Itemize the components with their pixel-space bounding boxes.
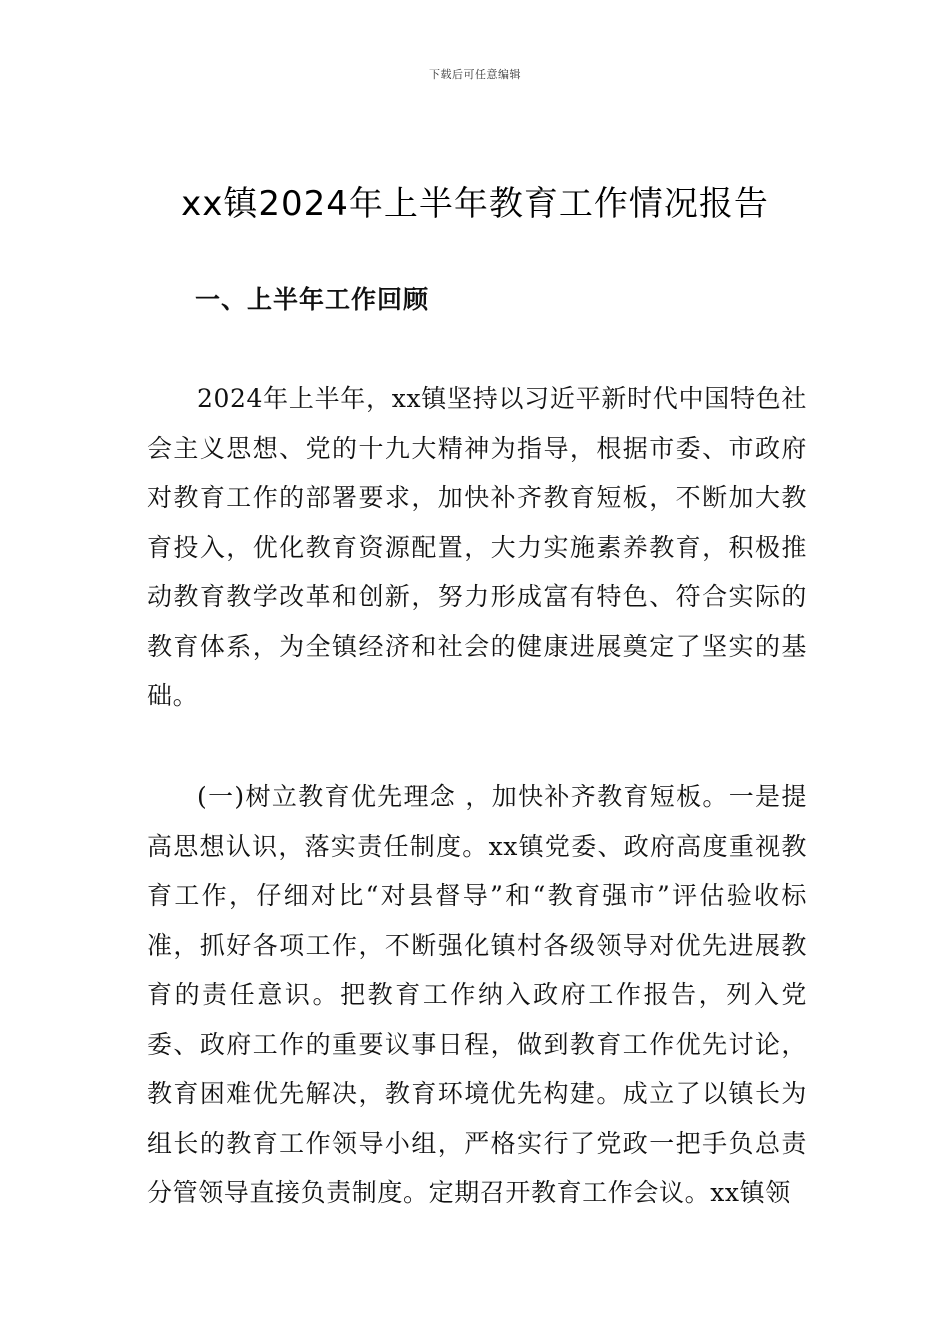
- section-heading: 一、上半年工作回顾: [195, 285, 430, 314]
- body-paragraph: (一)树立教育优先理念 ，加快补齐教育短板。一是提高思想认识，落实责任制度。xx镇党委、政府高度重视教育工作，仔细对比“对县督导”和“教育强市”评估验收标准，抓好各项工作，不断强化镇村各级领导对优先进展教育的责任意识。把教育工作纳入政府工作报告，列入党委、政府工作的重要议事日程，做到教育工作优先讨论，教育困难优先解决，教育环境优先构建。成立了以镇长为组长的教育工作领导小组，严格实行了党政一把手负总责分管领导直接负责制度。定期召开教育工作会议。xx镇领: [147, 782, 807, 1207]
- document-title: xx镇2024年上半年教育工作情况报告: [181, 184, 769, 224]
- header-note: 下载后可任意编辑: [429, 68, 521, 81]
- body-paragraph: 2024年上半年，xx镇坚持以习近平新时代中国特色社会主义思想、党的十九大精神为指导，根据市委、市政府对教育工作的部署要求，加快补齐教育短板，不断加大教育投入，优化教育资源配置，大力实施素养教育，积极推动教育教学改革和创新，努力形成富有特色、符合实际的教育体系，为全镇经济和社会的健康进展奠定了坚实的基础。: [147, 384, 807, 710]
